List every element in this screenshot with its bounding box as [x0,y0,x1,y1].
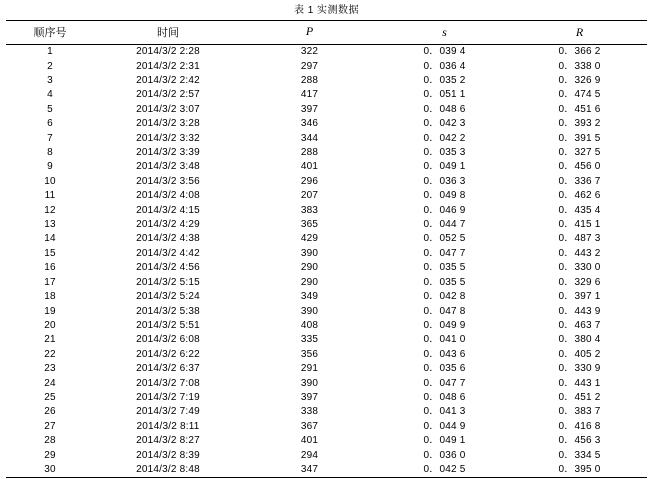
table-row [6,449,647,463]
cell-r: 0．405 2 [558,348,601,360]
column-header-time: 时间 [94,21,242,45]
cell-s: 0．035 2 [423,75,466,86]
cell-s: 0．036 0 [423,449,466,461]
cell-index: 29 [44,449,56,461]
column-header-index: 顺序号 [6,21,94,45]
cell-index: 25 [44,391,56,403]
cell-s: 0．048 6 [423,103,466,115]
cell-index: 13 [44,219,56,231]
cell-index: 10 [44,175,56,187]
cell-index: 5 [47,103,53,115]
cell-s: 0．035 5 [423,262,466,274]
cell-time: 2014/3/2 7:08 [136,377,200,389]
cell-time: 2014/3/2 2:28 [136,46,200,58]
cell-p: 408 [300,319,319,331]
cell-p: 397 [300,391,319,403]
cell-r: 0．327 5 [558,147,601,159]
cell-s: 0．048 6 [423,391,466,403]
cell-p: 390 [300,247,319,259]
cell-p: 383 [300,204,319,216]
table-caption: 表 1 实测数据 [293,5,360,16]
cell-r: 0．329 6 [558,276,601,288]
cell-p: 390 [300,305,319,317]
cell-time: 2014/3/2 8:11 [136,420,200,432]
cell-r: 0．456 3 [558,435,601,447]
cell-r: 0．330 9 [558,363,601,375]
table-row [6,319,647,333]
cell-time: 2014/3/2 4:56 [136,262,200,274]
symbol-r: R [575,24,584,39]
cell-time: 2014/3/2 2:57 [136,89,200,101]
table-row [6,60,647,74]
cell-time: 2014/3/2 2:42 [136,75,200,86]
cell-p: 347 [242,463,377,478]
cell-r: 0．391 5 [558,132,601,144]
cell-r: 0．443 9 [558,305,601,317]
cell-index: 6 [47,118,53,130]
cell-index: 17 [44,276,56,288]
table-row [6,348,647,362]
cell-index: 28 [44,435,56,447]
column-header-r [512,21,647,45]
column-header-s [377,21,512,45]
cell-time: 2014/3/2 7:49 [136,406,200,418]
cell-p: 335 [300,334,319,346]
cell-time: 2014/3/2 5:51 [136,319,200,331]
cell-index: 26 [44,406,56,418]
cell-r: 0．395 0 [512,463,647,478]
cell-s: 0．042 8 [423,291,466,303]
cell-time: 2014/3/2 4:42 [136,247,200,259]
cell-time: 2014/3/2 4:38 [136,233,200,245]
table-row [6,232,647,246]
column-header-p [242,21,377,45]
cell-index: 23 [44,363,56,375]
cell-s: 0．035 5 [423,276,466,288]
cell-s: 0．042 5 [377,463,512,478]
table-row [6,45,647,60]
cell-p: 297 [300,60,319,72]
table-row [6,391,647,405]
cell-s: 0．035 3 [423,147,466,159]
cell-s: 0．047 7 [423,377,466,389]
cell-r: 0．463 7 [558,319,601,331]
cell-p: 401 [300,161,319,173]
cell-index: 3 [47,75,53,86]
table-header [6,21,647,45]
table-row [6,189,647,203]
table-row [6,117,647,131]
cell-time: 2014/3/2 7:19 [136,391,200,403]
table-row [6,290,647,304]
cell-s: 0．052 5 [423,233,466,245]
cell-time: 2014/3/2 3:32 [136,132,200,144]
cell-s: 0．047 7 [423,247,466,259]
symbol-p: P [305,24,314,38]
cell-time: 2014/3/2 3:07 [136,103,200,115]
table-row [6,103,647,117]
cell-time: 2014/3/2 4:15 [136,204,200,216]
table-row [6,88,647,102]
table-body [6,45,647,478]
cell-time: 2014/3/2 3:56 [136,175,200,187]
cell-r: 0．338 0 [558,60,601,72]
cell-r: 0．443 2 [558,247,601,259]
table-row [6,362,647,376]
cell-index: 12 [44,204,56,216]
cell-index: 30 [6,463,94,478]
cell-r: 0．393 2 [558,118,601,130]
cell-s: 0．044 9 [423,420,466,432]
table-row [6,276,647,290]
header-row [6,21,647,45]
cell-r: 0．451 2 [558,391,601,403]
cell-p: 291 [300,363,319,375]
cell-p: 288 [300,147,319,159]
table-row [6,132,647,146]
cell-s: 0．051 1 [423,89,466,101]
cell-r: 0．330 0 [558,262,601,274]
cell-s: 0．049 8 [423,190,466,202]
cell-time: 2014/3/2 4:29 [136,219,200,231]
cell-time: 2014/3/2 4:08 [136,190,200,202]
cell-p: 390 [300,377,319,389]
cell-s: 0．043 6 [423,348,466,360]
cell-r: 0．451 6 [558,103,601,115]
table-row [6,247,647,261]
cell-s: 0．035 6 [423,363,466,375]
table-row [6,420,647,434]
cell-index: 1 [47,46,53,58]
cell-r: 0．435 4 [558,204,601,216]
table-row [6,74,647,88]
cell-index: 22 [44,348,56,360]
cell-time: 2014/3/2 6:22 [136,348,200,360]
cell-r: 0．336 7 [558,175,601,187]
cell-s: 0．049 1 [423,435,466,447]
cell-s: 0．041 3 [423,406,466,418]
cell-time: 2014/3/2 6:37 [136,363,200,375]
cell-index: 8 [47,147,53,159]
cell-r: 0．415 1 [558,219,601,231]
cell-s: 0．049 1 [423,161,466,173]
cell-p: 294 [300,449,319,461]
cell-time: 2014/3/2 5:38 [136,305,200,317]
cell-index: 2 [47,60,53,72]
cell-p: 429 [300,233,319,245]
cell-p: 397 [300,103,319,115]
cell-r: 0．397 1 [558,291,601,303]
cell-p: 322 [300,46,319,58]
cell-index: 18 [44,291,56,303]
cell-s: 0．047 8 [423,305,466,317]
cell-r: 0．366 2 [558,46,601,58]
table-row [6,405,647,419]
table-row [6,333,647,347]
table-row [6,261,647,275]
cell-index: 24 [44,377,56,389]
cell-time: 2014/3/2 3:28 [136,118,200,130]
cell-index: 27 [44,420,56,432]
cell-index: 21 [44,334,56,346]
cell-r: 0．380 4 [558,334,601,346]
cell-r: 0．326 9 [558,75,601,86]
cell-time: 2014/3/2 5:24 [136,291,200,303]
cell-r: 0．416 8 [558,420,601,432]
symbol-s: s [442,24,447,39]
cell-index: 14 [44,233,56,245]
table-row [6,434,647,448]
table-row [6,377,647,391]
cell-index: 9 [47,161,53,173]
cell-s: 0．042 2 [423,132,466,144]
table-row [6,204,647,218]
cell-r: 0．383 7 [558,406,601,418]
cell-p: 338 [300,406,319,418]
cell-s: 0．036 4 [423,60,466,72]
cell-p: 346 [300,118,319,130]
cell-s: 0．041 0 [423,334,466,346]
cell-time: 2014/3/2 8:48 [94,463,242,478]
cell-r: 0．487 3 [558,233,601,245]
cell-p: 207 [300,190,319,202]
cell-p: 367 [300,420,319,432]
cell-time: 2014/3/2 3:39 [136,147,200,159]
cell-r: 0．456 0 [558,161,601,173]
cell-time: 2014/3/2 6:08 [136,334,200,346]
cell-s: 0．039 4 [423,46,466,58]
cell-p: 290 [300,276,319,288]
cell-p: 290 [300,262,319,274]
cell-time: 2014/3/2 5:15 [136,276,200,288]
table-row [6,463,647,478]
cell-p: 344 [300,132,319,144]
cell-r: 0．443 1 [558,377,601,389]
measured-data-table [6,20,647,478]
cell-s: 0．046 9 [423,204,466,216]
cell-index: 4 [47,89,53,101]
cell-s: 0．036 3 [423,175,466,187]
table-row [6,175,647,189]
cell-s: 0．049 9 [423,319,466,331]
cell-s: 0．042 3 [423,118,466,130]
cell-p: 356 [300,348,319,360]
cell-s: 0．044 7 [423,219,466,231]
cell-index: 11 [44,190,56,202]
cell-index: 7 [47,132,53,144]
table-row [6,305,647,319]
cell-p: 349 [300,291,319,303]
cell-index: 15 [44,247,56,259]
cell-time: 2014/3/2 3:48 [136,161,200,173]
cell-r: 0．462 6 [558,190,601,202]
cell-r: 0．334 5 [558,449,601,461]
cell-index: 16 [44,262,56,274]
cell-time: 2014/3/2 8:27 [136,435,200,447]
cell-index: 20 [44,319,56,331]
cell-time: 2014/3/2 8:39 [136,449,200,461]
table-row [6,146,647,160]
table-row [6,160,647,174]
table-row [6,218,647,232]
cell-p: 365 [300,219,319,231]
cell-p: 401 [300,435,319,447]
cell-r: 0．474 5 [558,89,601,101]
cell-index: 19 [44,305,56,317]
cell-p: 417 [300,89,319,101]
cell-p: 288 [300,75,319,86]
cell-time: 2014/3/2 2:31 [136,60,200,72]
cell-p: 296 [300,175,319,187]
